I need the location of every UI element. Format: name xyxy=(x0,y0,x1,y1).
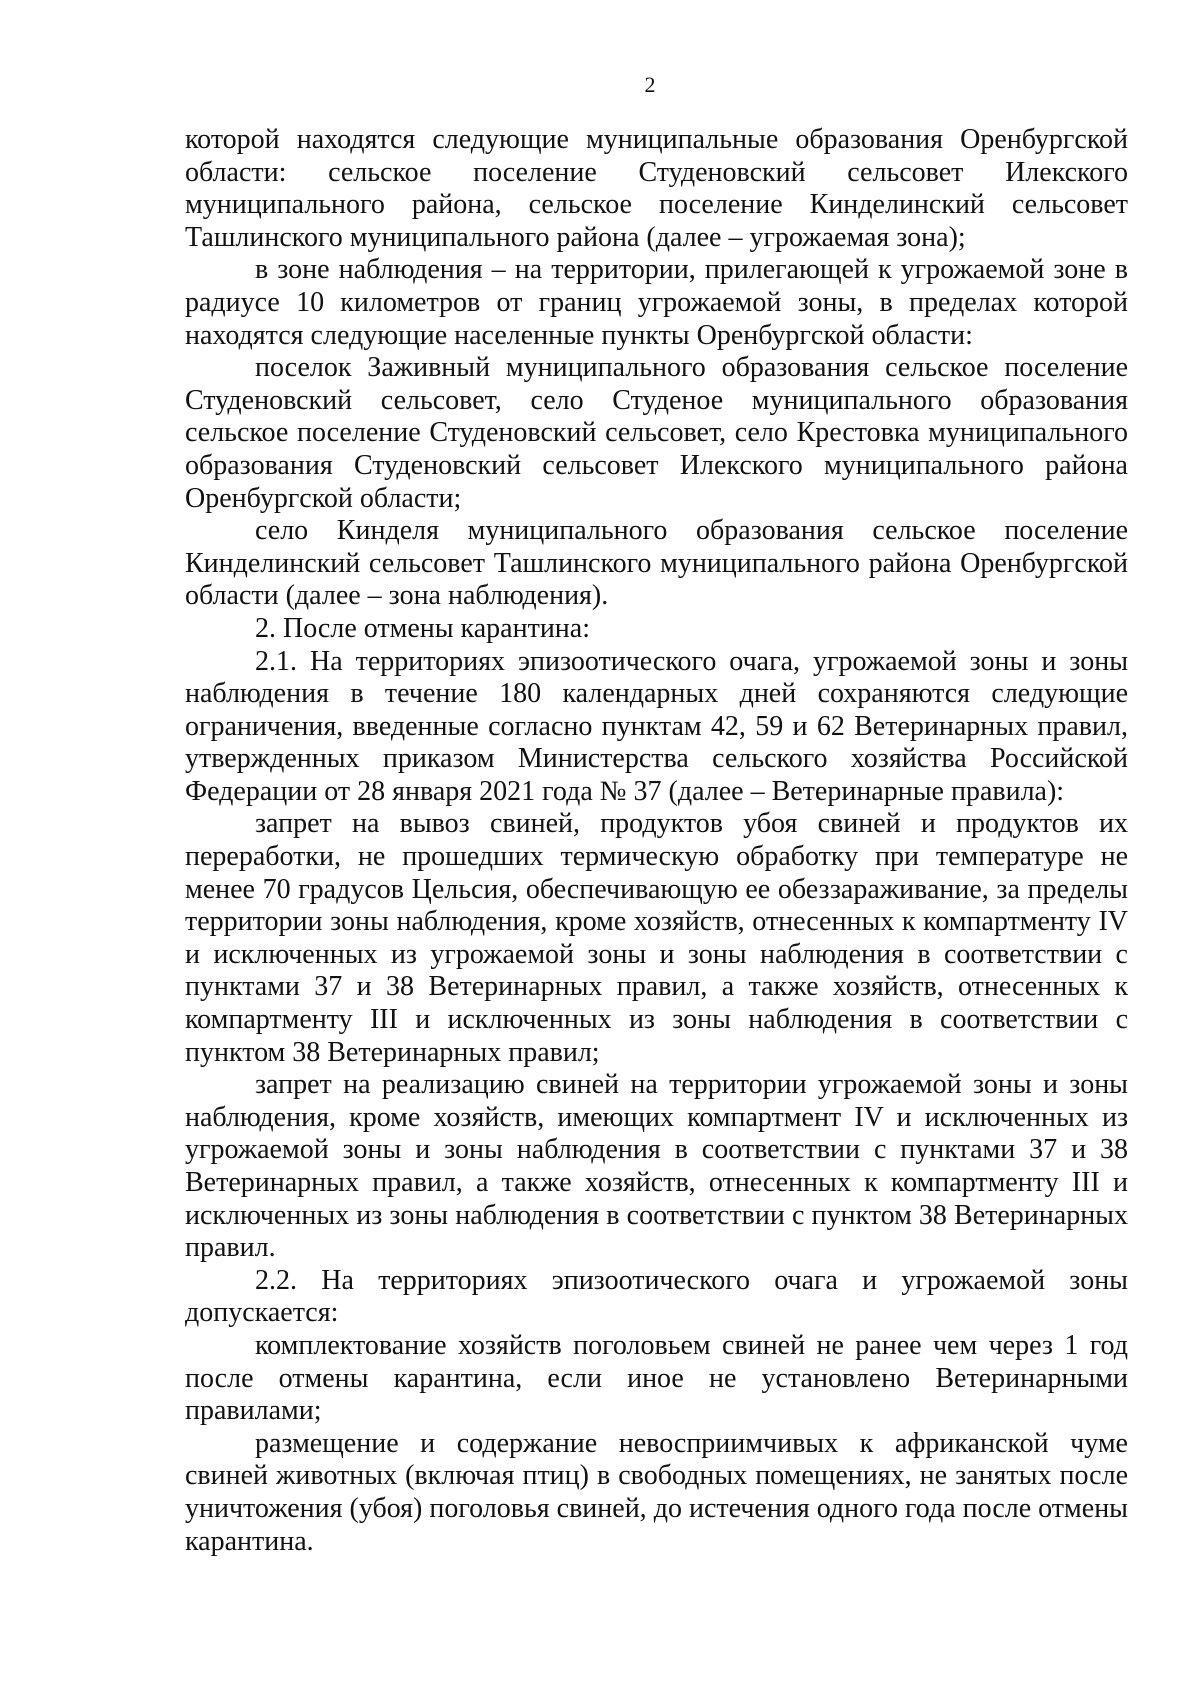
document-body xyxy=(185,124,1128,1558)
page-number: 2 xyxy=(644,72,656,97)
paragraph: запрет на вывоз свиней, продуктов убоя свиней и продуктов их переработки, не прошедших термическую обработку при температуре не менее 70 градусов Цельсия, обеспечивающую ее обеззараживание, за пределы территории зоны наблюдения, кроме хозяйств, отнесенных к компартменту IV и исключенных из угрожаемой зоны и зоны наблюдения в соответствии с пунктами 37 и 38 Ветеринарных правил, а также хозяйств, отнесенных к компартменту III и исключенных из зоны наблюдения в соответствии с пунктом 38 Ветеринарных правил; xyxy=(185,808,1128,1068)
paragraph: которой находятся следующие муниципальные образования Оренбургской области: сельское поселение Студеновский сельсовет Илекского муниципального района, сельское поселение Кинделинский сельсовет Ташлинского муниципального района (далее – угрожаемая зона); xyxy=(185,124,1128,253)
paragraph: комплектование хозяйств поголовьем свиней не ранее чем через 1 год после отмены карантина, если иное не установлено Ветеринарными правилами; xyxy=(185,1329,1128,1427)
paragraph: 2.2. На территориях эпизоотического очага и угрожаемой зоны допускается: xyxy=(185,1264,1128,1329)
paragraph: в зоне наблюдения – на территории, прилегающей к угрожаемой зоне в радиусе 10 километров от границ угрожаемой зоны, в пределах которой находятся следующие населенные пункты Оренбургской области: xyxy=(185,254,1128,351)
paragraph: 2.1. На территориях эпизоотического очага, угрожаемой зоны и зоны наблюдения в течение 180 календарных дней сохраняются следующие ограничения, введенные согласно пунктам 42, 59 и 62 Ветеринарных правил, утвержденных приказом Министерства сельского хозяйства Российской Федерации от 28 января 2021 года № 37 (далее – Ветеринарные правила): xyxy=(185,645,1128,807)
paragraph: поселок Заживный муниципального образования сельское поселение Студеновский сельсовет, село Студеное муниципального образования сельское поселение Студеновский сельсовет, село Крестовка муниципального образования Студеновский сельсовет Илекского муниципального района Оренбургской области; xyxy=(185,352,1128,514)
paragraph: запрет на реализацию свиней на территории угрожаемой зоны и зоны наблюдения, кроме хозяйств, имеющих компартмент IV и исключенных из угрожаемой зоны и зоны наблюдения в соответствии с пунктами 37 и 38 Ветеринарных правил, а также хозяйств, отнесенных к компартменту III и исключенных из зоны наблюдения в соответствии с пунктом 38 Ветеринарных правил. xyxy=(185,1069,1128,1264)
paragraph: село Кинделя муниципального образования сельское поселение Кинделинский сельсовет Ташлинского муниципального района Оренбургской области (далее – зона наблюдения). xyxy=(185,515,1128,612)
paragraph: размещение и содержание невосприимчивых к африканской чуме свиней животных (включая птиц) в свободных помещениях, не занятых после уничтожения (убоя) поголовья свиней, до истечения одного года после отмены карантина. xyxy=(185,1427,1128,1557)
paragraph: 2. После отмены карантина: xyxy=(255,612,590,644)
